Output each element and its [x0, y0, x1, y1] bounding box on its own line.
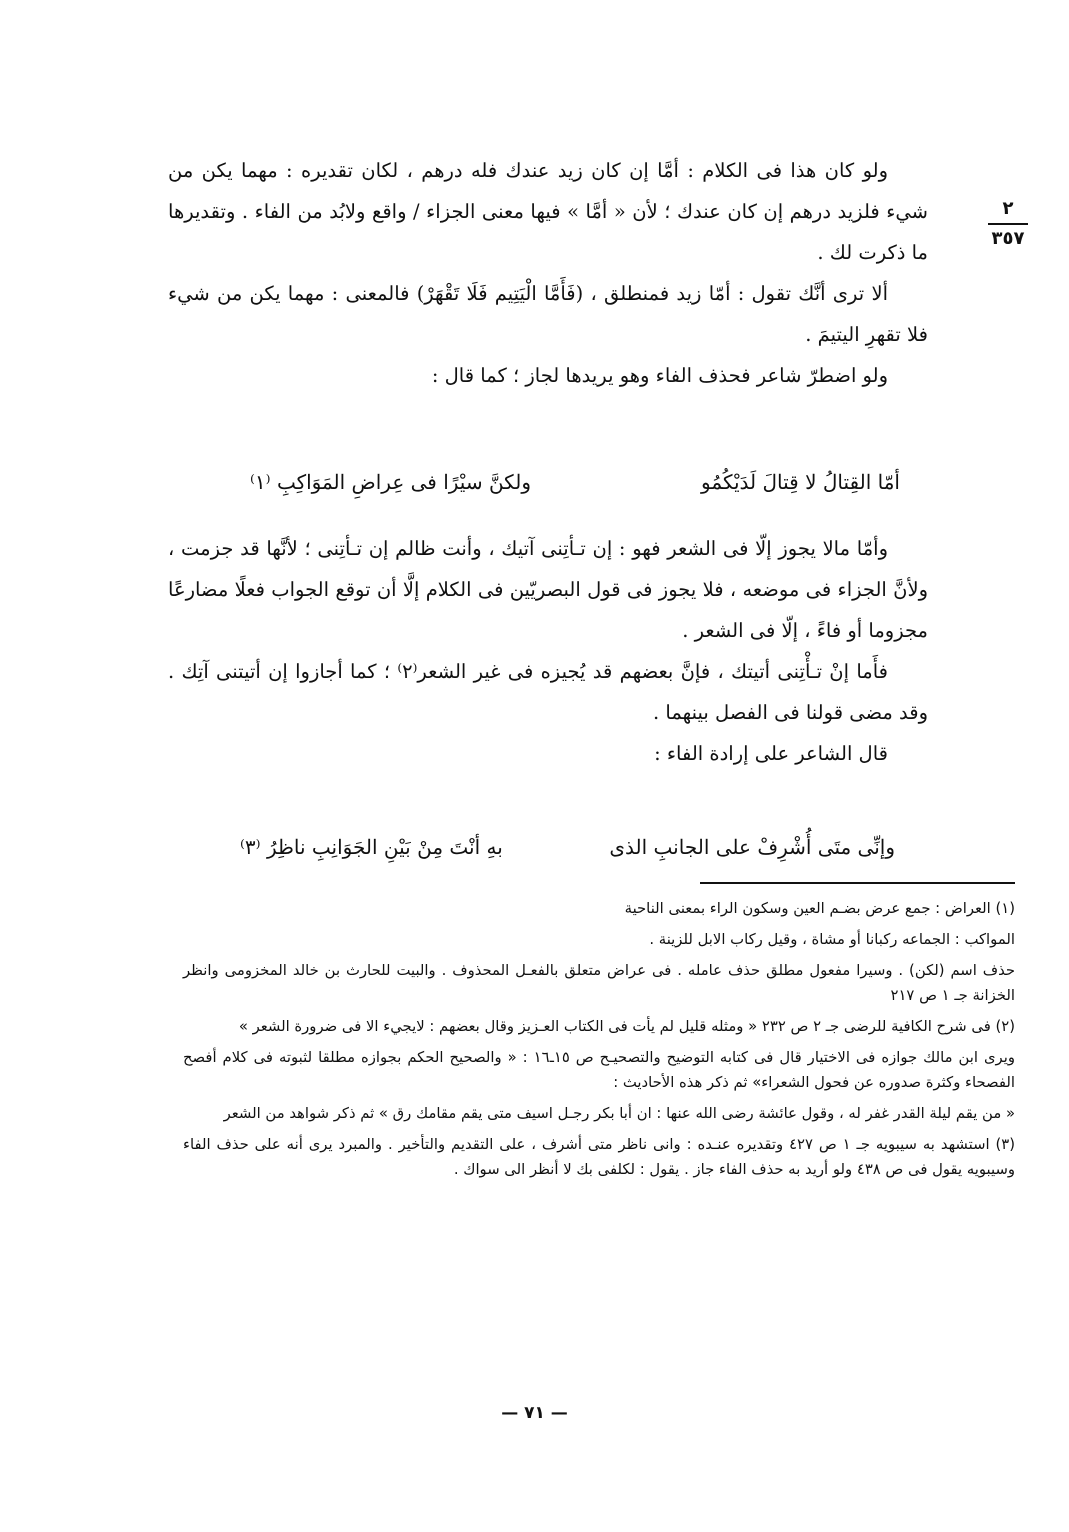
- paragraph-2: ألا ترى أنَّك تقول : أمّا زيد فمنطلق ، (فَأَمَّا الْيَتِيم فَلَا تَقْهَرْ) فالمعنى : مهما يكن من شيء فلا تقهرِ اليتيمَ .: [168, 282, 928, 346]
- footnote-1-line-2: المواكب : الجماعه ركبانا أو مشاة ، وقيل ركاب الابل للزينة .: [649, 931, 1015, 948]
- margin-ref-rule: [988, 223, 1028, 225]
- paragraph-4: وأمّا مالا يجوز إلّا فى الشعر فهو : إن تـأتِنى آتيك ، وأنت ظالم إن تـأتِنى ؛ لأنَّها قد جزمت ، ولأنَّ الجزاء فى موضعه ، فلا يجوز فى قول البصريّين فى الكلام إلَّا أن توقع الجواب فعلًا مضارعًا مجزوما أو فاءً ، إلّا فى الشعر .: [168, 537, 928, 642]
- verse-2: [240, 835, 895, 875]
- main-text: [168, 150, 928, 396]
- margin-ref-volume: ٢: [1002, 198, 1014, 219]
- verse-1: [250, 470, 900, 510]
- footnote-3: (٣) استشهد به سيبويه جـ ١ ص ٤٢٧ وتقديره عنـده : وانى ناظر متى أشرف ، على التقديم والتأخير . والمبرد يرى أنه على حذف الفاء وسيبويه يقول فى ص ٤٣٨ ولو أريد به حذف الفاء جاز . يقول : لكلفى بك لا أنظر الى سواك .: [183, 1136, 1016, 1178]
- verse-2-first-hemistich: وإنِّى متَى أُشْرِفْ على الجانبِ الذى: [609, 835, 895, 859]
- paragraph-1: ولو كان هذا فى الكلام : أمَّا إن كان زيد عندك فله درهم ، لكان تقديره : مهما يكن من شيء فلزيد درهم إن كان عندك ؛ لأن « أمَّا » فيها معنى الجزاء / واقع ولابُد من الفاء . وتقديرها ما ذكرت لك .: [168, 159, 928, 264]
- page-number: — ٧١ —: [501, 1403, 568, 1423]
- footnote-separator: [700, 882, 1015, 884]
- margin-reference: [982, 198, 1034, 250]
- footnote-1-line-1: (١) العراض : جمع عرض بضـم العين وسكون الراء بمعنى الناحية: [624, 900, 1015, 917]
- margin-ref-page: ٣٥٧: [991, 228, 1025, 249]
- main-text-continued: [168, 528, 928, 774]
- paragraph-3: ولو اضطرّ شاعر فحذف الفاء وهو يريدها لجاز ؛ كما قال :: [431, 364, 888, 387]
- footnote-2-part-3: « من يقم ليلة القدر غفر له ، وقول عائشة رضى الله عنها : ان أبا بكر رجـل اسيف متى يقم مقامك رق » ثم ذكر شواهد من الشعر: [223, 1105, 1015, 1122]
- paragraph-6: قال الشاعر على إرادة الفاء :: [654, 742, 888, 765]
- verse-1-second-hemistich: ولكنَّ سيْرًا فى عِراضِ المَوَاكِبِ ⁽١⁾: [250, 470, 531, 494]
- footnote-2-part-1: (٢) فى شرح الكافية للرضى جـ ٢ ص ٢٣٢ « ومثله قليل لم يأت فى الكتاب العـزيز وقال بعضهم : لايجيء الا فى ضرورة الشعر »: [238, 1018, 1015, 1035]
- verse-2-second-hemistich: بهِ أنْتَ مِنْ بَيْنِ الجَوَانِبِ ناظِرُ ⁽٣⁾: [240, 835, 503, 859]
- footnote-1-line-3: حذف اسم (لكن) . وسيرا مفعول مطلق حذف عامله . فى عراض متعلق بالفعـل المحذوف . والبيت للحارث بن خالد المخزومى وانظر الخزانة جـ ١ ص ٢١٧: [183, 962, 1015, 1004]
- verse-1-first-hemistich: أمّا القِتالُ لا قِتالَ لَدَيْكُمُو: [701, 470, 900, 494]
- paragraph-5: فأَما إنْ تـأْتِنى أتيتك ، فإنَّ بعضهم قد يُجيزه فى غير الشعر⁽٢⁾ ؛ كما أجازوا إن أتيتنى آتِك . وقد مضى قولنا فى الفصل بينهما .: [168, 660, 928, 724]
- footnote-2-part-2: ويرى ابن مالك جوازه فى الاختيار قال فى كتابه التوضيح والتصحيـح ص ١٥ـ١٦ : « والصحيح الحكم بجوازه مطلقا لثبوته فى كلام أفصح الفصحاء وكثرة صدوره عن فحول الشعراء» ثم ذكر هذه الأحاديث :: [183, 1049, 1015, 1091]
- footnotes: [183, 896, 1015, 1188]
